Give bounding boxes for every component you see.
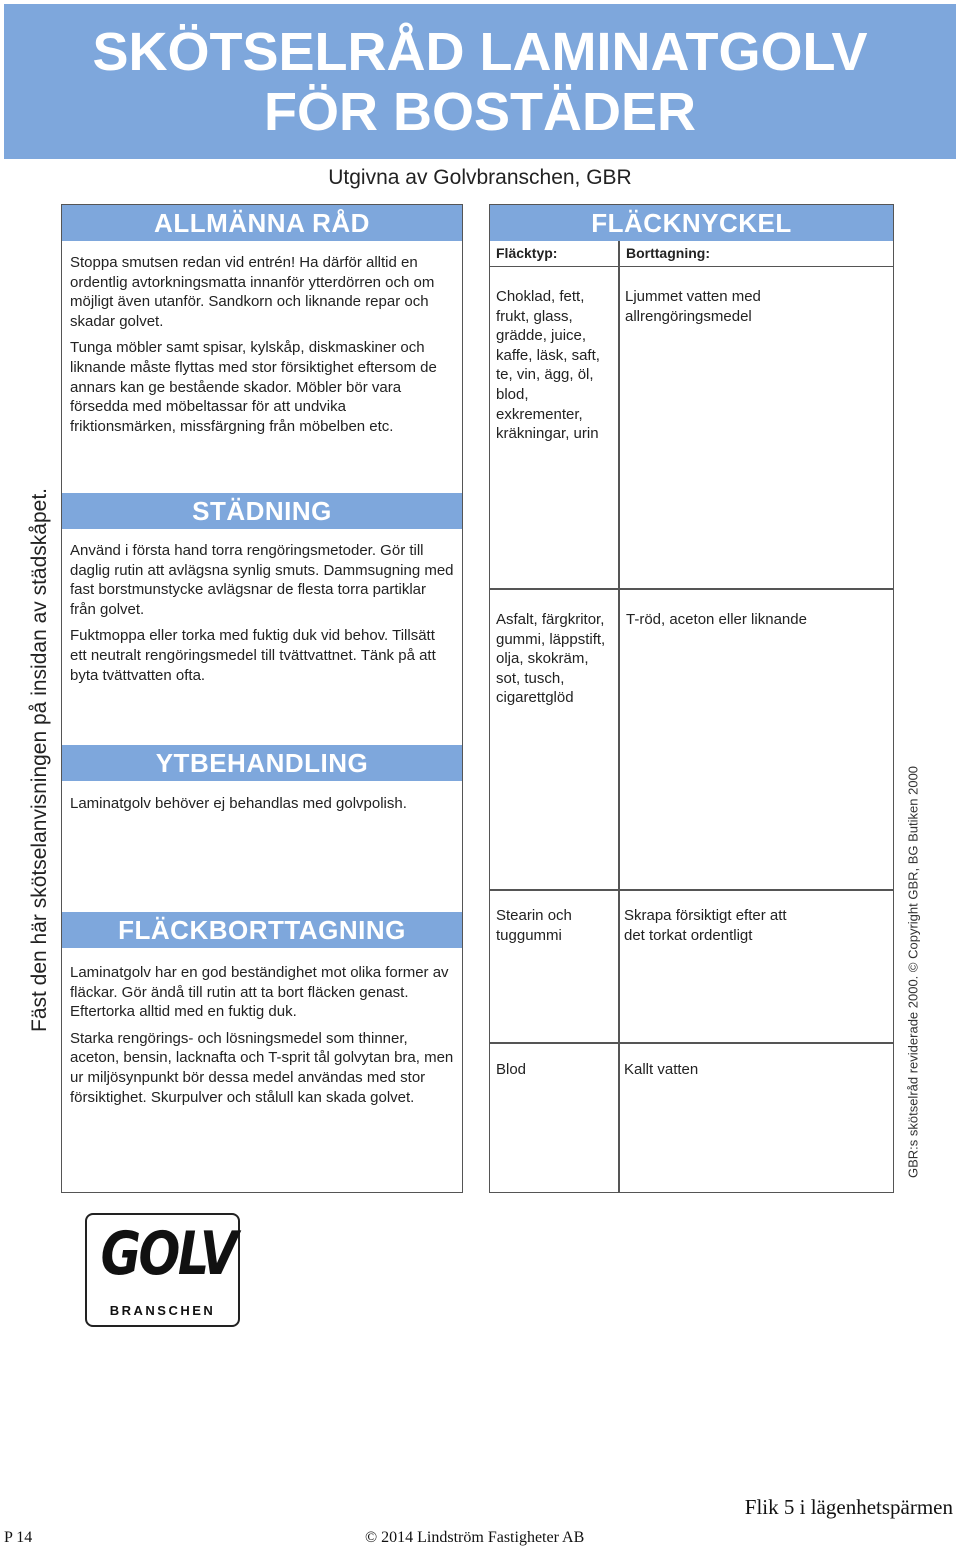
removal-cell: Kallt vatten xyxy=(624,1061,699,1078)
stain-type-cell: Blod xyxy=(496,1061,527,1078)
column-divider xyxy=(618,241,620,1192)
section-header-stadning: STÄDNING xyxy=(62,493,462,529)
stain-key-panel xyxy=(489,204,894,1193)
tab-reference: Flik 5 i lägenhetspärmen xyxy=(744,1495,953,1519)
row-divider xyxy=(490,588,893,590)
removal-cell: Skrapa försiktigt efter att det torkat ordentligt xyxy=(624,907,787,944)
footer-copyright: © 2014 Lindström Fastigheter AB xyxy=(365,1529,585,1546)
paragraph: Laminatgolv har en god beständighet mot olika former av fläckar. Gör ändå till rutin att ta bort fläcken genast. Eftertorka alltid med en fuktig duk. xyxy=(70,964,449,1021)
paragraph: Laminatgolv behöver ej behandlas med golvpolish. xyxy=(70,795,407,812)
golvbranschen-logo xyxy=(85,1213,240,1327)
paragraph: Stoppa smutsen redan vid entrén! Ha därför alltid en ordentlig avtorkningsmatta innanför ytterdörren och om möjligt även utanför. Sandkorn och liknande repar och skadar golvet. xyxy=(70,254,435,330)
paragraph: Tunga möbler samt spisar, kylskåp, diskmaskiner och liknande måste flyttas med stor försiktighet eftersom de annars kan ge bestående skador. Möbler bör vara försedda med möbeltassar för att undvika friktionsmärken, missfärgning från möbelben etc. xyxy=(70,339,437,435)
column-header-stain-type: Fläcktyp: xyxy=(496,245,558,261)
logo-wordmark: GOLV xyxy=(100,1219,236,1289)
paragraph: Använd i första hand torra rengöringsmetoder. Gör till daglig rutin att avlägsna synlig smuts. Dammsugning med fast borstmunstycke avlägsnar de flesta torra partiklar från golvet. xyxy=(70,542,454,618)
removal-cell: T-röd, aceton eller liknande xyxy=(626,611,807,628)
title-banner xyxy=(4,4,956,159)
section-header-allmanna: ALLMÄNNA RÅD xyxy=(62,205,462,241)
section-body-allmanna xyxy=(70,253,454,443)
stain-key-header: FLÄCKNYCKEL xyxy=(490,205,893,241)
removal-cell: Ljummet vatten med allrengöringsmedel xyxy=(625,288,761,325)
row-divider xyxy=(490,1042,893,1044)
section-body-ytbehandling xyxy=(70,794,454,821)
row-divider xyxy=(490,889,893,891)
copyright-vertical: GBR:s skötselråd reviderade 2000. © Copyright GBR, BG Butiken 2000 xyxy=(905,765,921,1179)
section-header-ytbehandling: YTBEHANDLING xyxy=(62,745,462,781)
paragraph: Starka rengörings- och lösningsmedel som thinner, aceton, bensin, lacknafta och T-sprit tål golvytan bra, men ur miljösynpunkt bör dessa medel användas med stor försiktighet. Skurpulver och stålull kan skada golvet. xyxy=(70,1029,454,1106)
logo-subtitle: BRANSCHEN xyxy=(109,1303,216,1318)
paragraph: Fuktmoppa eller torka med fuktig duk vid behov. Tillsätt ett neutralt rengöringsmedel till tvättvattnet. Tänk på att byta tvättvatten ofta. xyxy=(70,627,436,684)
stain-type-cell: Choklad, fett, frukt, glass, grädde, juice, kaffe, läsk, saft, te, vin, ägg, öl, blod, exkrementer, kräkningar, urin xyxy=(496,288,600,443)
stain-type-cell: Stearin och tuggummi xyxy=(496,907,572,944)
page-title-line-2: FÖR BOSTÄDER xyxy=(264,81,696,142)
section-body-stadning xyxy=(70,541,454,692)
stain-type-cell: Asfalt, färgkritor, gummi, läppstift, olja, skokräm, sot, tusch, cigarettglöd xyxy=(496,611,606,707)
section-header-flackborttagning: FLÄCKBORTTAGNING xyxy=(62,912,462,948)
column-header-removal: Borttagning: xyxy=(626,245,710,261)
page-title-line-1: SKÖTSELRÅD LAMINATGOLV xyxy=(92,21,868,82)
subtitle: Utgivna av Golvbranschen, GBR xyxy=(328,166,632,189)
section-body-flackborttagning xyxy=(70,963,454,1114)
page-number: P 14 xyxy=(4,1529,33,1546)
side-instruction-text: Fäst den här skötselanvisningen på insidan av städskåpet. xyxy=(28,487,51,1033)
care-advice-panel xyxy=(61,204,463,1193)
stain-key-column-headers xyxy=(490,241,893,267)
